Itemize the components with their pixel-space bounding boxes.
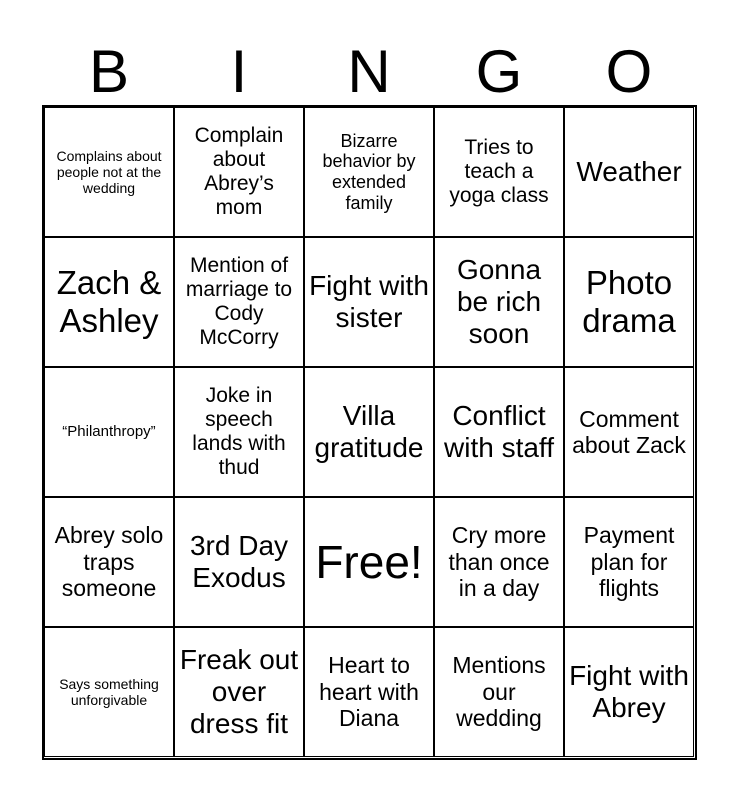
cell-text: Mentions our wedding bbox=[452, 652, 546, 732]
bingo-cell[interactable] bbox=[174, 107, 304, 237]
bingo-cell[interactable] bbox=[44, 497, 174, 627]
bingo-cell[interactable] bbox=[44, 107, 174, 237]
bingo-cell[interactable] bbox=[564, 237, 694, 367]
bingo-board bbox=[42, 105, 697, 760]
bingo-cell[interactable] bbox=[304, 367, 434, 497]
bingo-cell[interactable] bbox=[434, 627, 564, 757]
bingo-cell[interactable] bbox=[564, 107, 694, 237]
cell-text: “Philanthropy” bbox=[62, 423, 156, 441]
cell-text: Tries to teach a yoga class bbox=[449, 135, 549, 208]
bingo-cell[interactable] bbox=[434, 497, 564, 627]
bingo-cell[interactable] bbox=[564, 627, 694, 757]
cell-text: Freak out over dress fit bbox=[179, 643, 299, 740]
cell-text: Comment about Zack bbox=[572, 405, 686, 458]
bingo-cell[interactable] bbox=[174, 497, 304, 627]
cell-text: Complain about Abrey’s mom bbox=[194, 123, 284, 220]
cell-text: Weather bbox=[576, 155, 682, 187]
cell-text: Fight with sister bbox=[309, 269, 429, 333]
bingo-header bbox=[44, 40, 694, 104]
cell-text: Zach & Ashley bbox=[56, 264, 162, 339]
cell-text: 3rd Day Exodus bbox=[189, 529, 289, 593]
bingo-cell[interactable] bbox=[44, 237, 174, 367]
bingo-cell[interactable] bbox=[564, 367, 694, 497]
bingo-cell[interactable] bbox=[304, 107, 434, 237]
bingo-cell[interactable] bbox=[434, 237, 564, 367]
cell-text: Free! bbox=[315, 535, 423, 588]
bingo-cell[interactable] bbox=[434, 107, 564, 237]
bingo-cell[interactable] bbox=[564, 497, 694, 627]
cell-text: Heart to heart with Diana bbox=[319, 652, 419, 732]
cell-text: Abrey solo traps someone bbox=[54, 522, 164, 602]
bingo-cell[interactable] bbox=[174, 367, 304, 497]
bingo-cell[interactable] bbox=[174, 627, 304, 757]
cell-text: Mention of marriage to Cody McCorry bbox=[185, 253, 293, 350]
bingo-cell[interactable] bbox=[44, 627, 174, 757]
header-letter-b: B bbox=[88, 38, 130, 105]
bingo-cell[interactable] bbox=[434, 367, 564, 497]
cell-text: Conflict with staff bbox=[444, 399, 554, 463]
header-letter-n: N bbox=[347, 38, 391, 105]
cell-text: Says something unforgivable bbox=[59, 675, 159, 708]
bingo-cell[interactable] bbox=[304, 627, 434, 757]
cell-text: Photo drama bbox=[582, 264, 676, 339]
cell-text: Complains about people not at the wedding bbox=[56, 147, 162, 197]
cell-text: Fight with Abrey bbox=[569, 659, 689, 723]
header-letter-o: O bbox=[605, 38, 653, 105]
cell-text: Cry more than once in a day bbox=[448, 522, 550, 602]
cell-text: Gonna be rich soon bbox=[456, 253, 542, 350]
bingo-cell[interactable] bbox=[304, 237, 434, 367]
header-letter-g: G bbox=[475, 38, 523, 105]
cell-text: Villa gratitude bbox=[314, 399, 424, 463]
free-space[interactable] bbox=[304, 497, 434, 627]
header-letter-i: I bbox=[230, 38, 248, 105]
cell-text: Bizarre behavior by extended family bbox=[322, 130, 416, 213]
cell-text: Payment plan for flights bbox=[583, 522, 675, 602]
bingo-cell[interactable] bbox=[44, 367, 174, 497]
bingo-cell[interactable] bbox=[174, 237, 304, 367]
cell-text: Joke in speech lands with thud bbox=[192, 383, 286, 480]
